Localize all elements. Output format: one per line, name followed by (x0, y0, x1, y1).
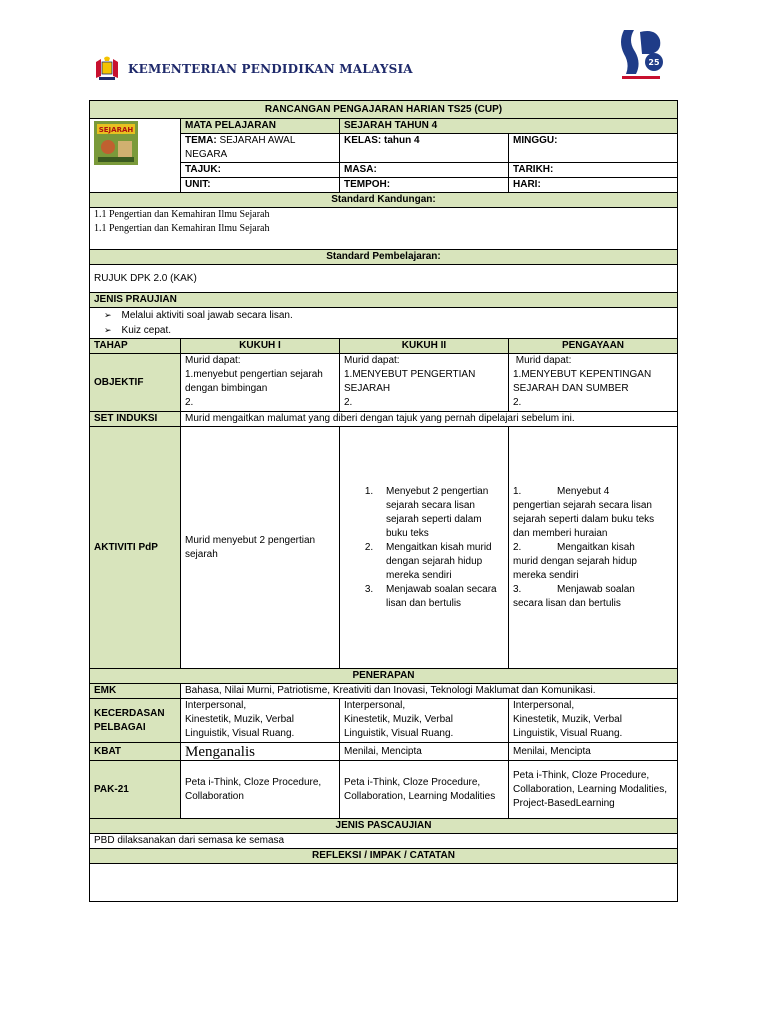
aktiviti-item: 2. Mengaitkan kisah murid dengan sejarah hidup mereka sendiri (376, 541, 504, 583)
standard-kandungan-label: Standard Kandungan: (90, 193, 678, 208)
aktiviti-kukuh1: Murid menyebut 2 pengertian sejarah (181, 427, 340, 669)
kbat-kukuh2: Menilai, Mencipta (340, 743, 509, 761)
kecerdasan-label: KECERDASAN PELBAGAI (90, 699, 181, 743)
kecerdasan-kukuh2 (340, 699, 509, 743)
ministry-header (92, 56, 413, 82)
aktiviti-pengayaan (509, 427, 678, 669)
tarikh-cell: TARIKH: (509, 163, 678, 178)
standard-kandungan-content (90, 208, 678, 250)
standard-pembelajaran-content: RUJUK DPK 2.0 (KAK) (90, 265, 678, 293)
aktiviti-item (513, 485, 673, 541)
mata-pelajaran-label: MATA PELAJARAN (181, 119, 340, 134)
plan-title: RANCANGAN PENGAJARAN HARIAN TS25 (CUP) (90, 101, 678, 119)
item-text: Menyebut 4 (557, 485, 610, 497)
col-tahap: TAHAP (90, 339, 181, 354)
kecerdasan-line: Kinestetik, Muzik, Verbal (513, 714, 622, 725)
kecerdasan-line: Interpersonal, (344, 700, 406, 711)
pak21-label: PAK-21 (90, 761, 181, 819)
penerapan-label: PENERAPAN (90, 669, 678, 684)
item-text: Menjawab soalan (557, 583, 635, 595)
objektif-line: 1.menyebut pengertian sejarah dengan bimbingan (185, 369, 323, 394)
svg-text:25: 25 (648, 58, 660, 67)
col-kukuh1: KUKUH I (181, 339, 340, 354)
jenis-praujian-label: JENIS PRAUJIAN (90, 293, 678, 308)
kbat-label: KBAT (90, 743, 181, 761)
kecerdasan-kukuh1 (181, 699, 340, 743)
aktiviti-item: 1. Menyebut 2 pengertian sejarah secara lisan sejarah seperti dalam buku teks (376, 485, 504, 541)
item-number: 3. (513, 583, 522, 595)
aktiviti-kukuh2 (340, 427, 509, 669)
refleksi-content[interactable] (90, 864, 678, 902)
objektif-line: Murid dapat: (513, 355, 572, 366)
kecerdasan-line: Kinestetik, Muzik, Verbal (344, 714, 453, 725)
aktiviti-item (513, 583, 673, 611)
col-kukuh2: KUKUH II (340, 339, 509, 354)
objektif-kukuh1 (181, 354, 340, 412)
kbat-pengayaan: Menilai, Mencipta (509, 743, 678, 761)
pak21-kukuh2: Peta i-Think, Cloze Procedure, Collaboration, Learning Modalities (340, 761, 509, 819)
textbook-cover-icon (94, 121, 138, 165)
subject-thumbnail (90, 119, 181, 193)
kecerdasan-line: Interpersonal, (185, 700, 247, 711)
objektif-line: 1.MENYEBUT KEPENTINGAN SEJARAH DAN SUMBER (513, 369, 652, 394)
subject-value: SEJARAH TAHUN 4 (340, 119, 678, 134)
kecerdasan-pengayaan (509, 699, 678, 743)
ts25-logo-icon (616, 24, 666, 82)
emk-label: EMK (90, 684, 181, 699)
item-text: murid dengan sejarah hidup mereka sendiri (513, 555, 637, 581)
pak21-kukuh1: Peta i-Think, Cloze Procedure, Collaboration (181, 761, 340, 819)
standard-kandungan-line: 1.1 Pengertian dan Kemahiran Ilmu Sejarah (94, 209, 270, 220)
svg-text:SEJARAH: SEJARAH (98, 126, 134, 134)
col-pengayaan: PENGAYAAN (509, 339, 678, 354)
ministry-name: KEMENTERIAN PENDIDIKAN MALAYSIA (128, 62, 413, 76)
refleksi-label: REFLEKSI / IMPAK / CATATAN (90, 849, 678, 864)
unit-label: UNIT: (181, 178, 340, 193)
emk-content: Bahasa, Nilai Murni, Patriotisme, Kreativiti dan Inovasi, Teknologi Maklumat dan Komunikasi. (181, 684, 678, 699)
kbat-kukuh1: Menganalis (181, 743, 340, 761)
masa-cell: MASA: (340, 163, 509, 178)
aktiviti-item (513, 541, 673, 583)
pak21-pengayaan: Peta i-Think, Cloze Procedure, Collaboration, Learning Modalities, Project-BasedLearning (509, 761, 678, 819)
praujian-content (90, 308, 678, 339)
malaysia-crest-icon (92, 56, 122, 82)
kecerdasan-line: Linguistik, Visual Ruang. (513, 728, 623, 739)
objektif-pengayaan (509, 354, 678, 412)
kecerdasan-line: Kinestetik, Muzik, Verbal (185, 714, 294, 725)
kecerdasan-line: Linguistik, Visual Ruang. (185, 728, 295, 739)
objektif-kukuh2 (340, 354, 509, 412)
standard-kandungan-line: 1.1 Pengertian dan Kemahiran Ilmu Sejarah (94, 223, 270, 234)
kecerdasan-line: Linguistik, Visual Ruang. (344, 728, 454, 739)
praujian-item: ➢ Melalui aktiviti soal jawab secara lisan. (122, 308, 673, 323)
hari-cell: HARI: (509, 178, 678, 193)
objektif-line: 2. (185, 397, 194, 408)
item-number: 1. (513, 485, 522, 497)
objektif-label: OBJEKTIF (90, 354, 181, 412)
tajuk-label: TAJUK: (181, 163, 340, 178)
pascaujian-label: JENIS PASCAUJIAN (90, 819, 678, 834)
objektif-line: 2. (344, 397, 353, 408)
set-induksi-label: SET INDUKSI (90, 412, 181, 427)
kecerdasan-line: Interpersonal, (513, 700, 575, 711)
tempoh-cell: TEMPOH: (340, 178, 509, 193)
aktiviti-label: AKTIVITI PdP (90, 427, 181, 669)
standard-pembelajaran-label: Standard Pembelajaran: (90, 250, 678, 265)
objektif-line: 2. (513, 397, 522, 408)
aktiviti-item: 3. Menjawab soalan secara lisan dan bertulis (376, 583, 504, 611)
objektif-line: Murid dapat: (344, 355, 400, 366)
tema-label: TEMA: (185, 135, 217, 146)
tema-value: SEJARAH AWAL NEGARA (185, 135, 296, 160)
set-induksi-content: Murid mengaitkan malumat yang diberi dengan tajuk yang pernah dipelajari sebelum ini. (181, 412, 678, 427)
objektif-line: 1.MENYEBUT PENGERTIAN SEJARAH (344, 369, 476, 394)
lesson-plan-table (89, 100, 678, 902)
kelas-cell: KELAS: tahun 4 (340, 134, 509, 163)
praujian-item: ➢ Kuiz cepat. (122, 323, 673, 338)
pascaujian-content: PBD dilaksanakan dari semasa ke semasa (90, 834, 678, 849)
item-text: pengertian sejarah secara lisan sejarah seperti dalam buku teks dan memberi huraian (513, 499, 655, 539)
objektif-line: Murid dapat: (185, 355, 241, 366)
item-text: secara lisan dan bertulis (513, 597, 621, 609)
item-text: Mengaitkan kisah (557, 541, 635, 553)
item-number: 2. (513, 541, 522, 553)
tema-cell (181, 134, 340, 163)
minggu-cell: MINGGU: (509, 134, 678, 163)
